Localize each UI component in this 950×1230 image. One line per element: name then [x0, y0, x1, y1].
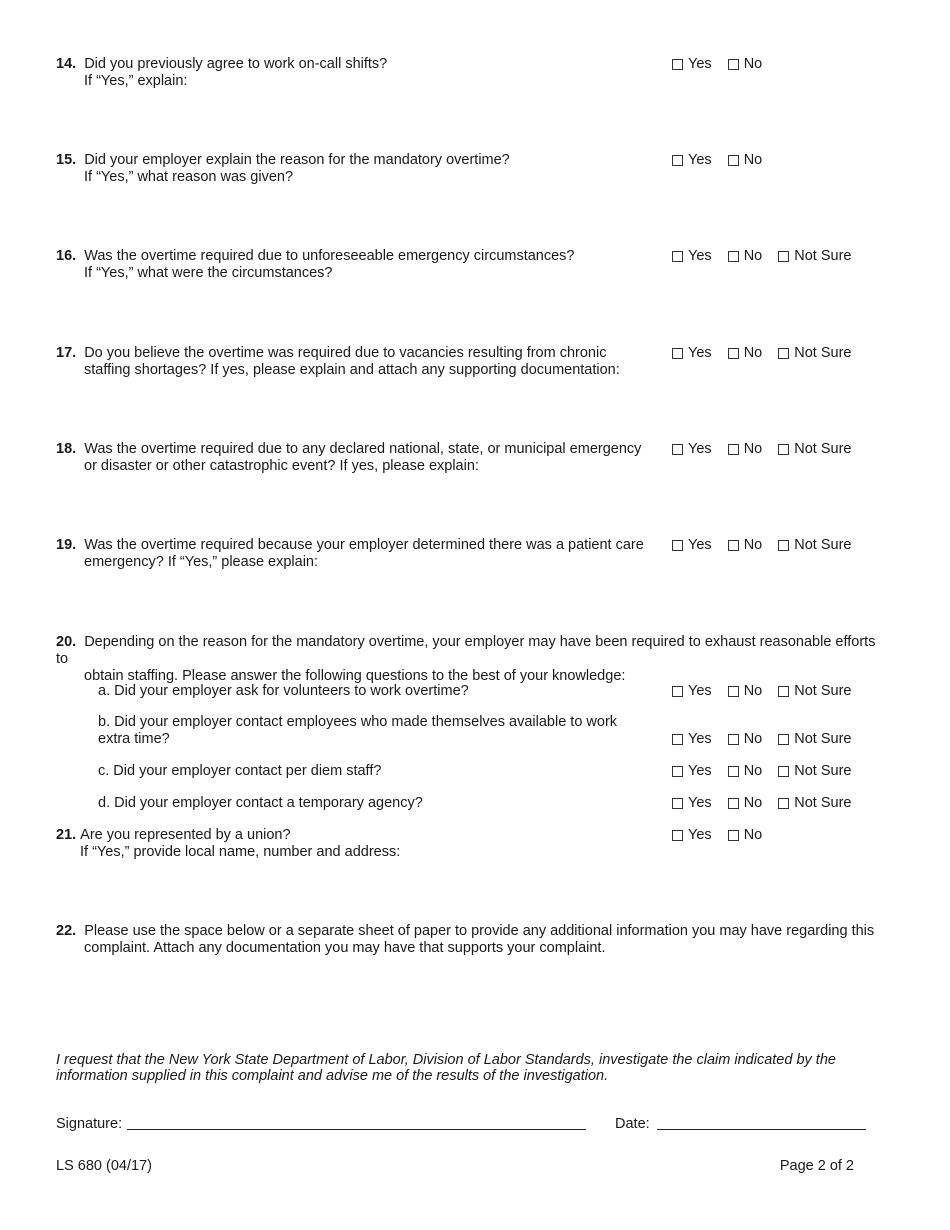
date-label: Date: [615, 1116, 650, 1132]
q20b-options [672, 731, 864, 750]
not-sure-checkbox[interactable]: Not Sure [778, 731, 851, 748]
q20d-options [672, 795, 864, 814]
checkbox-icon [672, 766, 683, 777]
checkbox-icon [672, 830, 683, 841]
checkbox-icon [728, 155, 739, 166]
yes-checkbox[interactable]: Yes [672, 731, 712, 748]
checkbox-icon [778, 444, 789, 455]
yes-checkbox[interactable]: Yes [672, 683, 712, 700]
question-text: Did you previously agree to work on-call shifts? [84, 56, 388, 72]
question-19 [56, 537, 644, 571]
checkbox-icon [728, 540, 739, 551]
yes-checkbox[interactable]: Yes [672, 152, 712, 169]
question-number: 19. [56, 537, 77, 553]
question-text: Was the overtime required due to any declared national, state, or municipal emergency [84, 441, 642, 457]
checkbox-icon [778, 251, 789, 262]
checkbox-icon [672, 686, 683, 697]
checkbox-icon [728, 830, 739, 841]
checkbox-icon [672, 251, 683, 262]
question-number: 17. [56, 345, 77, 361]
yes-checkbox[interactable]: Yes [672, 248, 712, 265]
q18-options [672, 441, 864, 460]
question-number: 14. [56, 56, 77, 72]
page-number: Page 2 of 2 [779, 1158, 854, 1174]
yes-checkbox[interactable]: Yes [672, 763, 712, 780]
checkbox-icon [672, 734, 683, 745]
question-20 [56, 634, 886, 685]
question-16 [56, 248, 575, 282]
question-followup: obtain staffing. Please answer the following questions to the best of your knowledge: [84, 668, 626, 684]
question-number: 20. [56, 634, 77, 650]
no-checkbox[interactable]: No [728, 763, 763, 780]
yes-checkbox[interactable]: Yes [672, 827, 712, 844]
question-number: 15. [56, 152, 77, 168]
q17-options [672, 345, 864, 364]
not-sure-checkbox[interactable]: Not Sure [778, 537, 851, 554]
question-followup: If “Yes,” what reason was given? [84, 169, 294, 185]
checkbox-icon [728, 348, 739, 359]
question-17 [56, 345, 620, 379]
yes-checkbox[interactable]: Yes [672, 345, 712, 362]
question-followup: staffing shortages? If yes, please explain and attach any supporting documentation: [84, 362, 620, 378]
yes-checkbox[interactable]: Yes [672, 795, 712, 812]
checkbox-icon [672, 348, 683, 359]
question-followup: If “Yes,” what were the circumstances? [84, 265, 333, 281]
question-text: Please use the space below or a separate sheet of paper to provide any additional information you may have regarding this [84, 923, 875, 939]
question-20a [98, 683, 469, 700]
question-text: Are you represented by a union? [80, 827, 291, 843]
q20a-options [672, 683, 864, 702]
no-checkbox[interactable]: No [728, 56, 763, 73]
not-sure-checkbox[interactable]: Not Sure [778, 441, 851, 458]
question-text: a. Did your employer ask for volunteers to work overtime? [98, 683, 469, 699]
checkbox-icon [778, 734, 789, 745]
checkbox-icon [778, 766, 789, 777]
q19-options [672, 537, 864, 556]
question-text: Was the overtime required due to unforeseeable emergency circumstances? [84, 248, 575, 264]
checkbox-icon [778, 686, 789, 697]
question-followup: complaint. Attach any documentation you may have that supports your complaint. [84, 940, 606, 956]
checkbox-icon [728, 798, 739, 809]
checkbox-icon [728, 766, 739, 777]
question-followup: If “Yes,” explain: [84, 73, 188, 89]
date-field[interactable] [657, 1129, 866, 1130]
question-22 [56, 923, 886, 957]
question-followup: extra time? [98, 731, 170, 747]
not-sure-checkbox[interactable]: Not Sure [778, 795, 851, 812]
no-checkbox[interactable]: No [728, 827, 763, 844]
yes-checkbox[interactable]: Yes [672, 441, 712, 458]
checkbox-icon [672, 540, 683, 551]
question-followup: If “Yes,” provide local name, number and address: [80, 844, 401, 860]
question-14 [56, 56, 387, 90]
question-number: 21. [56, 827, 77, 843]
not-sure-checkbox[interactable]: Not Sure [778, 345, 851, 362]
checkbox-icon [778, 348, 789, 359]
question-text: d. Did your employer contact a temporary agency? [98, 795, 423, 811]
question-text: c. Did your employer contact per diem staff? [98, 763, 382, 779]
no-checkbox[interactable]: No [728, 345, 763, 362]
checkbox-icon [672, 444, 683, 455]
question-21 [56, 827, 400, 861]
question-18 [56, 441, 641, 475]
question-number: 22. [56, 923, 77, 939]
question-text: Depending on the reason for the mandatory overtime, your employer may have been required to exhaust reasonable efforts to [56, 634, 876, 667]
q21-options [672, 827, 774, 846]
q16-options [672, 248, 864, 267]
checkbox-icon [778, 540, 789, 551]
no-checkbox[interactable]: No [728, 795, 763, 812]
form-id: LS 680 (04/17) [56, 1158, 152, 1174]
checkbox-icon [728, 734, 739, 745]
checkbox-icon [728, 59, 739, 70]
question-15 [56, 152, 510, 186]
question-20b [98, 714, 617, 748]
yes-checkbox[interactable]: Yes [672, 537, 712, 554]
question-text: Did your employer explain the reason for the mandatory overtime? [84, 152, 510, 168]
q14-options [672, 56, 774, 75]
question-text: b. Did your employer contact employees who made themselves available to work [98, 714, 618, 730]
question-20d [98, 795, 423, 812]
question-followup: or disaster or other catastrophic event? If yes, please explain: [84, 458, 479, 474]
checkbox-icon [672, 155, 683, 166]
question-number: 16. [56, 248, 77, 264]
checkbox-icon [728, 686, 739, 697]
q20c-options [672, 763, 864, 782]
yes-checkbox[interactable]: Yes [672, 56, 712, 73]
checkbox-icon [728, 444, 739, 455]
checkbox-icon [672, 59, 683, 70]
checkbox-icon [728, 251, 739, 262]
no-checkbox[interactable]: No [728, 731, 763, 748]
no-checkbox[interactable]: No [728, 441, 763, 458]
not-sure-checkbox[interactable]: Not Sure [778, 763, 851, 780]
checkbox-icon [778, 798, 789, 809]
signature-field[interactable] [127, 1129, 586, 1130]
question-text: Was the overtime required because your employer determined there was a patient care [84, 537, 644, 553]
request-statement: I request that the New York State Department of Labor, Division of Labor Standards, investigate the claim indicated by the information supplied in this complaint and advise me of the results of the investigation. [56, 1052, 836, 1084]
no-checkbox[interactable]: No [728, 683, 763, 700]
no-checkbox[interactable]: No [728, 537, 763, 554]
not-sure-checkbox[interactable]: Not Sure [778, 683, 851, 700]
question-text: Do you believe the overtime was required due to vacancies resulting from chronic [84, 345, 607, 361]
question-followup: emergency? If “Yes,” please explain: [84, 554, 319, 570]
question-20c [98, 763, 381, 780]
checkbox-icon [672, 798, 683, 809]
not-sure-checkbox[interactable]: Not Sure [778, 248, 851, 265]
question-number: 18. [56, 441, 77, 457]
signature-label: Signature: [56, 1116, 123, 1132]
no-checkbox[interactable]: No [728, 248, 763, 265]
q15-options [672, 152, 774, 171]
no-checkbox[interactable]: No [728, 152, 763, 169]
